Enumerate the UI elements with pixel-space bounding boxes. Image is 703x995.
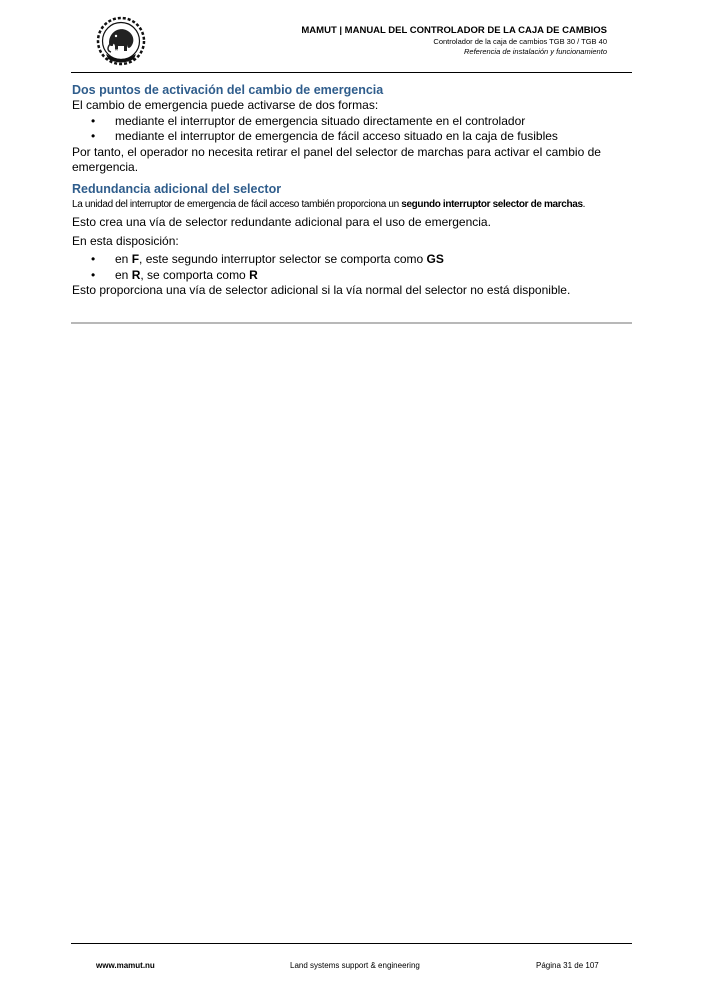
manual-title: MAMUT | MANUAL DEL CONTROLADOR DE LA CAJA DE CAMBIOS (301, 25, 607, 36)
list-item: • en R, se comporta como R (72, 268, 632, 284)
list-item: • mediante el interruptor de emergencia situado directamente en el controlador (72, 114, 632, 130)
page-body (72, 82, 632, 299)
list-item: • mediante el interruptor de emergencia de fácil acceso situado en la caja de fusibles (72, 129, 632, 145)
manual-reference: Referencia de instalación y funcionamiento (463, 47, 607, 56)
mammoth-emblem-icon (94, 16, 148, 66)
footer-tagline: Land systems support & engineering (290, 961, 420, 970)
emphasis-text: segundo interruptor selector de marchas (401, 198, 583, 210)
list-item: • en F, este segundo interruptor selector se comporta como GS (72, 252, 632, 268)
content-end-divider (71, 322, 632, 324)
section2-paragraph-3: En esta disposición: (72, 233, 179, 248)
page-number: Página 31 de 107 (536, 961, 599, 970)
header-divider (71, 72, 632, 73)
section2-paragraph-2: Esto crea una vía de selector redundante adicional para el uso de emergencia. (72, 215, 491, 229)
section-heading-redundancy: Redundancia adicional del selector (72, 181, 282, 196)
section2-paragraph-1: La unidad del interruptor de emergencia de fácil acceso también proporciona un segundo interruptor selector de marchas. (72, 198, 586, 210)
document-header (301, 25, 607, 57)
activation-list (72, 114, 632, 145)
footer-divider (71, 943, 632, 944)
disposition-list (72, 252, 632, 283)
section1-intro: El cambio de emergencia puede activarse de dos formas: (72, 98, 379, 112)
mamut-logo (94, 16, 148, 66)
section2-paragraph-4: Esto proporciona una vía de selector adicional si la vía normal del selector no está disponible. (72, 283, 571, 297)
section1-conclusion: Por tanto, el operador no necesita retirar el panel del selector de marchas para activar el cambio de emergencia. (72, 144, 601, 174)
footer-website: www.mamut.nu (96, 961, 155, 970)
section-heading-activation: Dos puntos de activación del cambio de emergencia (72, 83, 384, 97)
manual-subtitle: Controlador de la caja de cambios TGB 30 / TGB 40 (433, 37, 607, 46)
